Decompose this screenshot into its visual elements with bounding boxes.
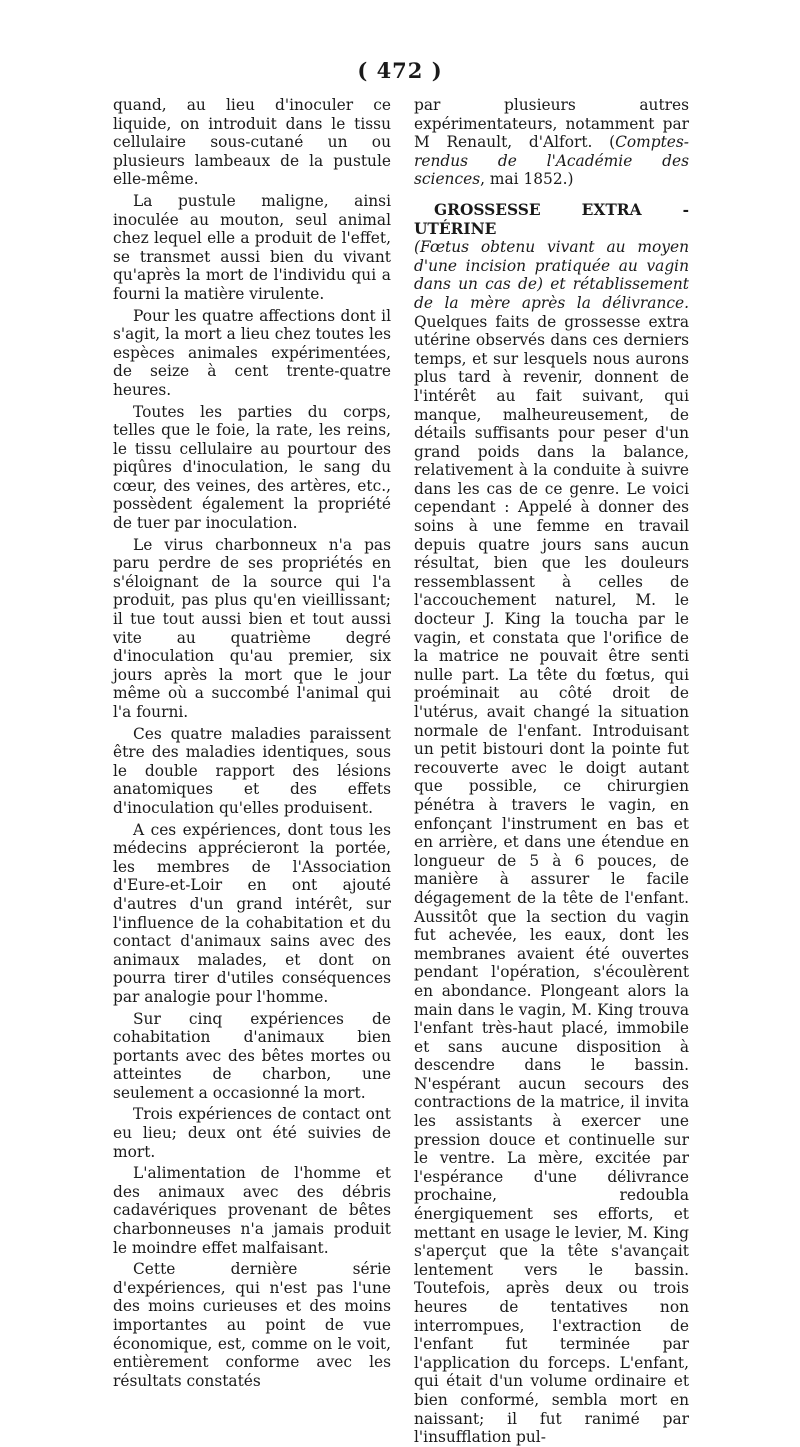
- section-body-text: Quelques faits de grossesse extra utérine observés dans ces derniers temps, et sur lesquels nous aurons plus tard à revenir, donnent de l'intérêt au fait suivant, qui manque, malheureusement, de détails suffisants pour peser d'un grand poids dans la balance, relativement à la conduite à suivre dans les cas de ce genre. Le voici cependant : Appelé à donner des soins à une femme en travail depuis quatre jours sans aucun résultat, bien que les douleurs ressemblassent à celles de l'accouchement naturel, M. le docteur J. King la toucha par le vagin, et constata que l'orifice de la matrice ne pouvait être senti nulle part. La tête du fœtus, qui proéminait au côté droit de l'utérus, avait changé la situation normale de l'enfant. Introduisant un petit bistouri dont la pointe fut recouverte avec le doigt autant que possible, ce chirurgien pénétra à travers le vagin, en enfonçant l'instrument en bas et en arrière, et dans une étendue en longueur de 5 à 6 pouces, de manière à assurer le facile dégagement de la tête de l'enfant. Aussitôt que la section du vagin fut achevée, les eaux, dont les membranes avaient été ouvertes pendant l'opération, s'écoulèrent en abondance. Plongeant alors la main dans le vagin, M. King trouva l'enfant très-haut placé, immobile et sans aucune disposition à descendre dans le bassin. N'espérant aucun secours des contractions de la matrice, il invita les assistants à exercer une pression douce et continuelle sur le ventre. La mère, excitée par l'espérance d'une délivrance prochaine, redoubla énergiquement ses efforts, et mettant en usage le levier, M. King s'aperçut que la tête s'avançait lentement vers le bassin. Toutefois, après deux ou trois heures de tentatives non interrompues, l'extraction de l'enfant fut terminée par l'application du forceps. L'enfant, qui était d'un volume ordinaire et bien conformé, sembla mort en naissant; il fut ranimé par l'insufflation pul-: [414, 312, 689, 1447]
- section-subtitle: (Fœtus obtenu vivant au moyen d'une incision pratiquée au vagin dans un cas de) et rétablissement de la mère après la délivrance.: [414, 238, 689, 312]
- right-column: [414, 96, 689, 1447]
- paragraph: Le virus charbonneux n'a pas paru perdre de ses propriétés en s'éloignant de la source qui l'a produit, pas plus qu'en vieillissant; il tue tout aussi bien et tout aussi vite au quatrième degré d'inoculation qu'au premier, six jours après la mort que le jour même où a succombé l'animal qui l'a fourni.: [113, 535, 391, 721]
- paragraph: quand, au lieu d'inoculer ce liquide, on introduit dans le tissu cellulaire sous-cutané un ou plusieurs lambeaux de la pustule elle-même.: [113, 96, 391, 189]
- section-heading: GROSSESSE EXTRA - UTÉRINE: [414, 200, 689, 238]
- paragraph: Toutes les parties du corps, telles que le foie, la rate, les reins, le tissu cellulaire au pourtour des piqûres d'inoculation, le sang du cœur, des veines, des artères, etc., possèdent également la propriété de tuer par inoculation.: [113, 402, 391, 533]
- paragraph: L'alimentation de l'homme et des animaux avec des débris cadavériques provenant de bêtes charbonneuses n'a jamais produit le moindre effet malfaisant.: [113, 1164, 391, 1257]
- paragraph: A ces expériences, dont tous les médecins apprécieront la portée, les membres de l'Association d'Eure-et-Loir en ont ajouté d'autres d'un grand intérêt, sur l'influence de la cohabitation et du contact d'animaux sains avec des animaux malades, et dont on pourra tirer d'utiles conséquences par analogie pour l'homme.: [113, 820, 391, 1006]
- left-column: [113, 96, 391, 1390]
- paragraph: Trois expériences de contact ont eu lieu; deux ont été suivies de mort.: [113, 1105, 391, 1161]
- paragraph: Ces quatre maladies paraissent être des maladies identiques, sous le double rapport des lésions anatomiques et des effets d'inoculation qu'elles produisent.: [113, 724, 391, 817]
- paragraph-continuation: [414, 96, 689, 189]
- page-number: ( 472 ): [357, 58, 443, 83]
- section-body: [414, 238, 689, 1447]
- paragraph: Pour les quatre affections dont il s'agit, la mort a lieu chez toutes les espèces animales expérimentées, de seize à cent trente-quatre heures.: [113, 306, 391, 399]
- paragraph: La pustule maligne, ainsi inoculée au mouton, seul animal chez lequel elle a produit de l'effet, se transmet aussi bien du vivant qu'après la mort de l'individu qui a fourni la matière virulente.: [113, 191, 391, 303]
- citation-end: , mai 1852.): [480, 170, 574, 189]
- citation-title: Comptes-rendus de l'Académie des sciences: [414, 133, 689, 189]
- paragraph: Cette dernière série d'expériences, qui n'est pas l'une des moins curieuses et des moins importantes au point de vue économique, est, comme on le voit, entièrement conforme avec les résultats constatés: [113, 1260, 391, 1390]
- paragraph: Sur cinq expériences de cohabitation d'animaux bien portants avec des bêtes mortes ou atteintes de charbon, une seulement a occasionné la mort.: [113, 1009, 391, 1102]
- continuation-text: par plusieurs autres expérimentateurs, notamment par M Renault, d'Alfort. (: [414, 96, 689, 152]
